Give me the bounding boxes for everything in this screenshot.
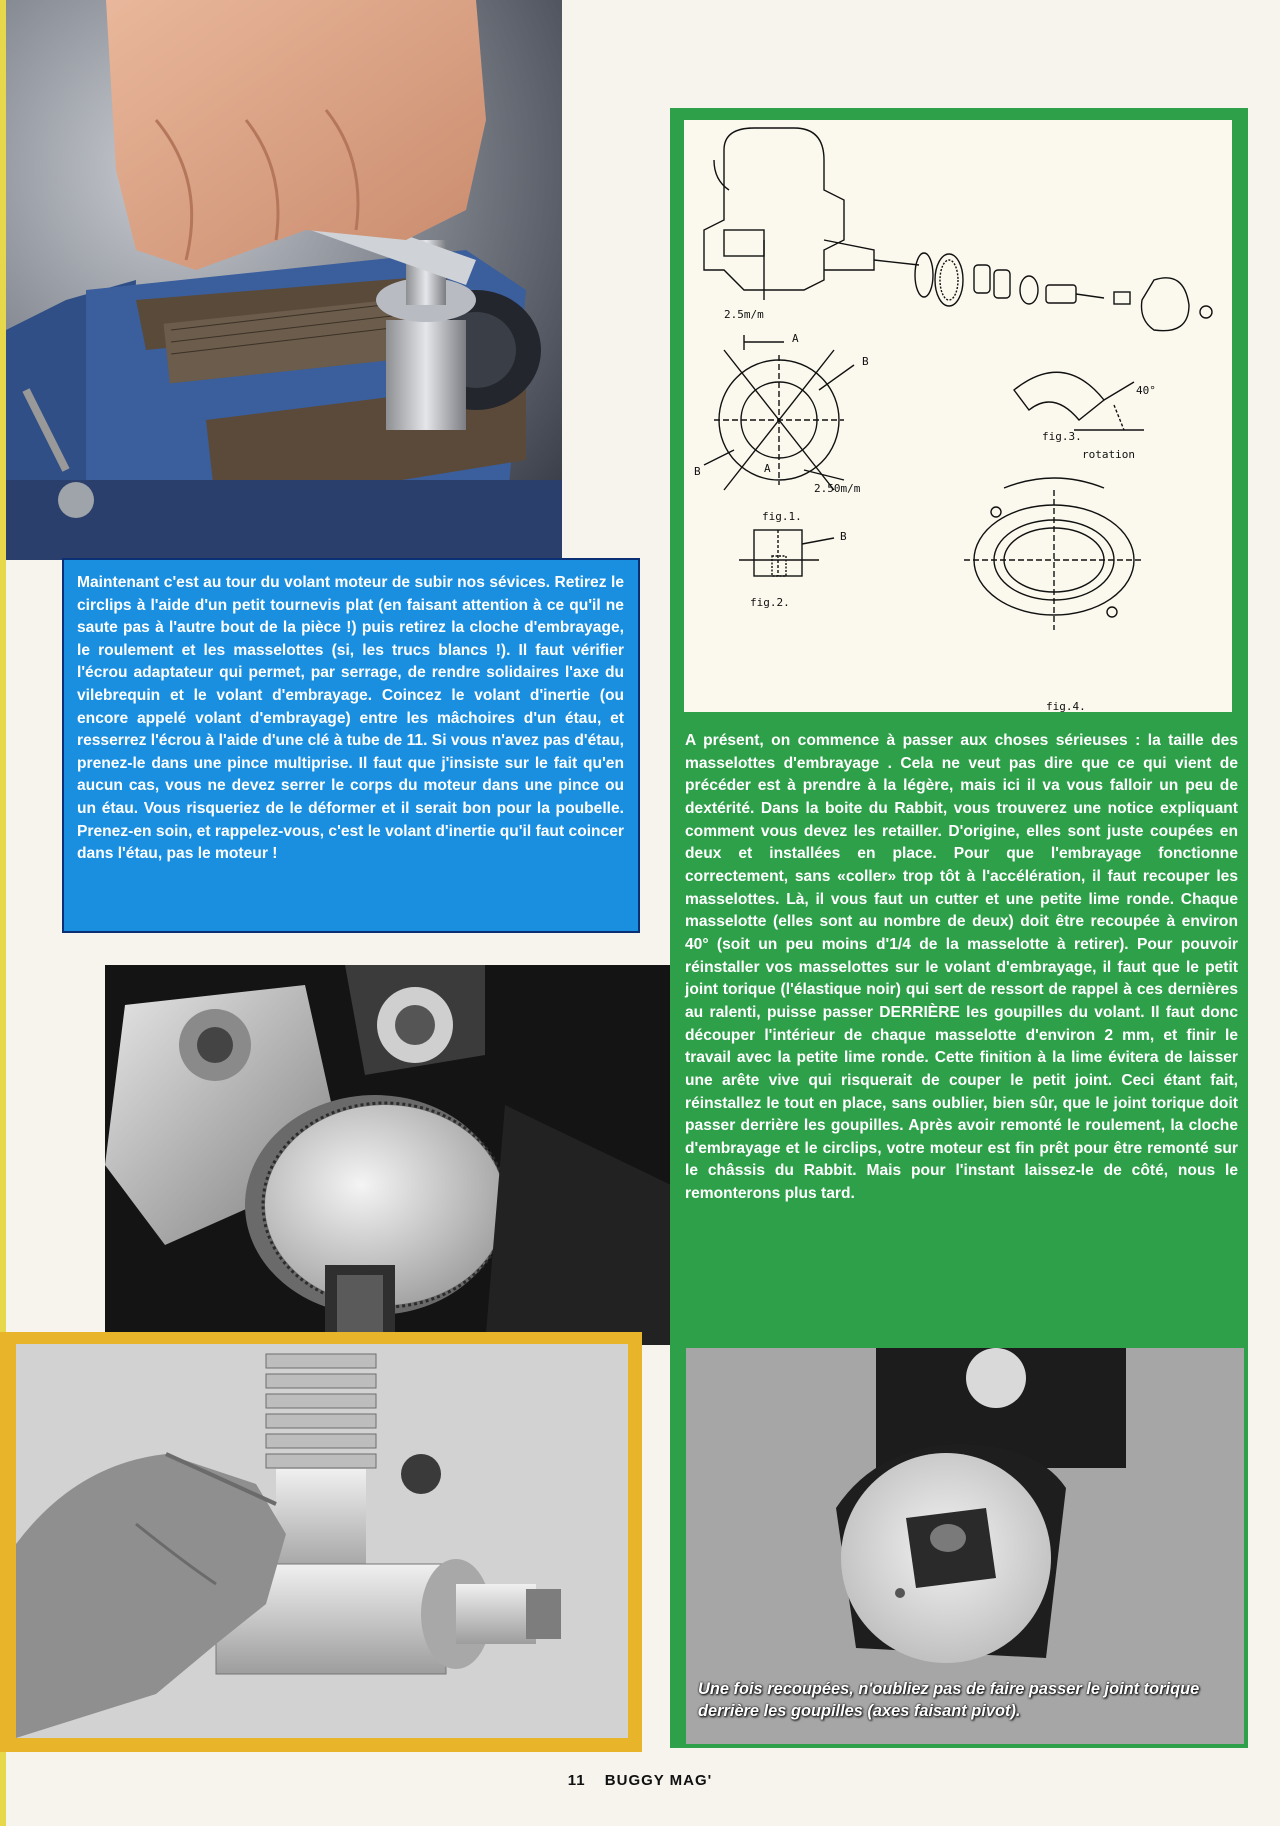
photo-caption: Une fois recoupées, n'oubliez pas de faire passer le joint torique derrière les goupilles (axes faisant pivot). [698, 1680, 1200, 1720]
diagram-label-a-bottom: A [764, 462, 771, 475]
magazine-name: BUGGY MAG' [604, 1772, 713, 1789]
technical-diagram [684, 120, 1232, 712]
diagram-dim-top: 2.5m/m [724, 308, 764, 321]
diagram-label-b-right: B [862, 355, 869, 368]
blue-box-text: Maintenant c'est au tour du volant moteur de subir nos sévices. Retirez le circlips à l'aide d'un petit tournevis plat (en faisant attention à ce qu'il ne saute pas à l'autre bout de la pièce !) puis retirez la cloche d'embrayage, le roulement et les masselottes (si, les trucs blancs !). Il faut vérifier l'écrou adaptateur qui permet, par serrage, de rendre solidaires l'axe du vilebrequin et le volant d'embrayage. Coincez le volant d'inertie (ou encore appelé volant d'embrayage) entre les mâchoires d'un étau, et resserrez l'écrou à l'aide d'une clé à tube de 11. Si vous n'avez pas d'étau, prenez-le dans une pince multiprise. Il faut que j'insiste sur le fait qu'en aucun cas, vous ne devez serrer le corps du moteur dans une pince ou un étau. Vous risqueriez de le déformer et il serait bon pour la poubelle. Prenez-en soin, et rappelez-vous, c'est le volant d'inertie qu'il faut coincer dans l'étau, pas le moteur ! [77, 574, 624, 863]
diagram-fig1-label: fig.1. [762, 510, 802, 523]
green-panel [670, 108, 1248, 1748]
photo-hand-engine-frame [0, 1332, 642, 1752]
diagram-label-a-top: A [792, 332, 799, 345]
diagram-fig4-label: fig.4. [1046, 700, 1086, 712]
diagram-fig3-label: fig.3. [1042, 430, 1082, 443]
diagram-dim-bottom: 2.50m/m [814, 482, 861, 495]
photo-engine-flywheel [105, 965, 671, 1345]
blue-text-box [62, 558, 640, 933]
photo-vise-wrench [6, 0, 562, 560]
diagram-angle-label: 40° [1136, 384, 1156, 397]
page-number: 11 [567, 1772, 586, 1789]
diagram-rotation-label: rotation [1082, 448, 1135, 461]
diagram-fig2-label: fig.2. [750, 596, 790, 609]
diagram-label-b-fig2: B [840, 530, 847, 543]
diagram-engine-outline [704, 128, 844, 290]
photo-clutch-weights [686, 1348, 1244, 1744]
green-panel-text: A présent, on commence à passer aux choses sérieuses : la taille des masselottes d'embrayage . Cela ne veut pas dire que ce qui vient de précéder est à prendre à la légère, mais ici il va vous falloir un peu de dextérité. Dans la boite du Rabbit, vous trouverez une notice expliquant comment vous devez les retailler. D'origine, elles sont juste coupées en deux et installées en place. Pour que l'embrayage fonctionne correctement, sans «coller» trop tôt à l'accélération, il faut recouper les masselottes. Là, il vous faut un cutter et une petite lime ronde. Chaque masselotte (elles sont au nombre de deux) doit être recoupée à environ 40° (soit un peu moins d'1/4 de la masselotte à retirer). Pour pouvoir réinstaller vos masselottes sur le volant d'embrayage, il faut que le petit joint torique (l'élastique noir) qui sert de ressort de rappel à ces dernières au ralenti, puisse passer DERRIÈRE les goupilles du volant. Il faut donc découper l'intérieur de chaque masselotte d'environ 2 mm, et finir le travail avec la petite lime ronde. Cette finition à la lime évitera de laisser une arête vive qui risquerait de couper le petit joint. Ceci étant fait, réinstallez le tout en place, sans oublier, bien sûr, que le joint torique doit passer derrière les goupilles. Après avoir remonté le roulement, la cloche d'embrayage et le circlips, votre moteur est fin prêt pour être remonté sur le châssis du Rabbit. Mais pour l'instant laissez-le de côté, nous le remonterons plus tard. [685, 732, 1238, 1203]
page-footer [0, 1772, 1280, 1789]
photo-hand-engine [16, 1344, 628, 1738]
diagram-label-b-left: B [694, 465, 701, 478]
